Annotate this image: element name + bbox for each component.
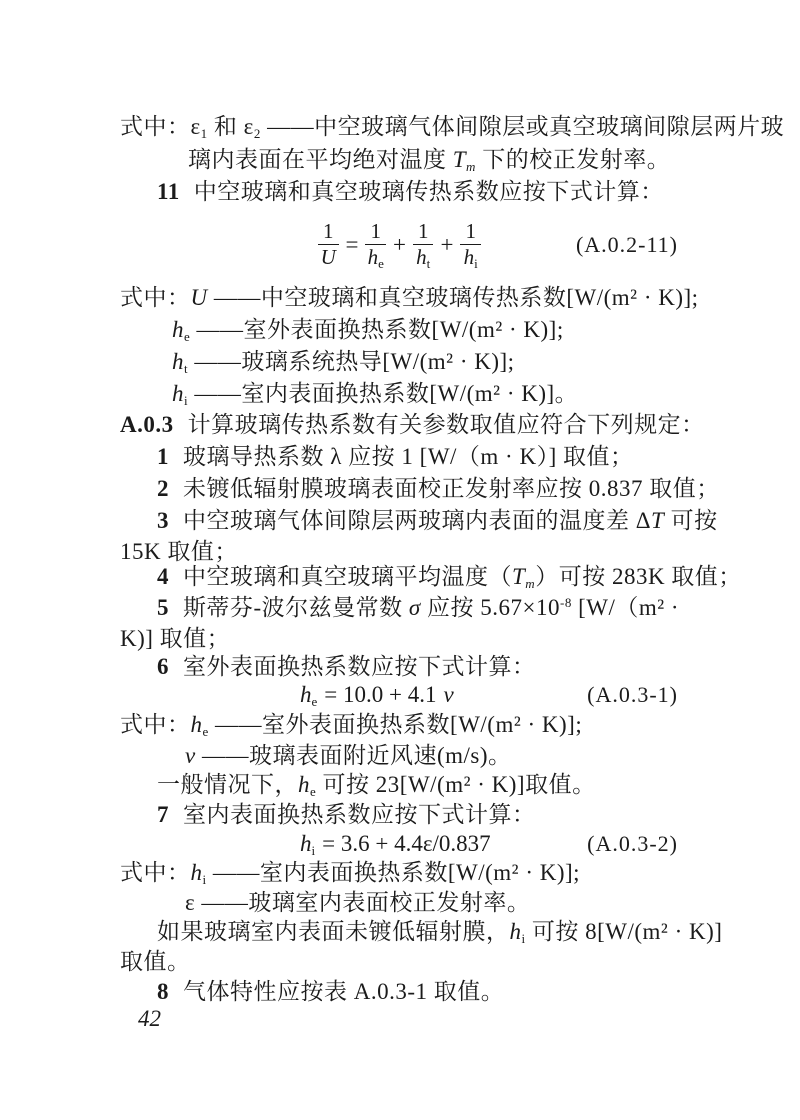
doc-item-3 <box>157 506 718 536</box>
line-text: ——玻璃系统热导[W/(m² · K)]; <box>188 349 515 374</box>
doc-item-8 <box>157 977 504 1007</box>
line-text: 斯蒂芬-波尔兹曼常数 <box>183 595 409 620</box>
doc-line-epsilon-def <box>185 888 530 918</box>
formula-number: (A.0.3-2) <box>587 831 678 856</box>
line-text: ）可按 283K 取值； <box>535 564 742 589</box>
plus-sign: + <box>440 232 454 257</box>
doc-line-U-definition <box>120 283 699 313</box>
formula-number: (A.0.2-11) <box>575 232 678 257</box>
line-text: 式中： <box>120 285 191 310</box>
plus-sign: + <box>392 232 406 257</box>
doc-line-epsilon-definition-cont <box>188 145 670 175</box>
epsilon-symbol: ε <box>185 890 196 915</box>
lambda-symbol: λ <box>330 444 342 469</box>
formula-A-0-2-11 <box>120 216 688 274</box>
hi-symbol: $h_i$ <box>300 831 316 858</box>
formula-A-0-3-2 <box>120 829 688 859</box>
fraction-1-over-U: $\frac{1}{U}$ <box>318 220 339 269</box>
line-text: 15K 取值； <box>120 539 238 564</box>
item-number: 7 <box>157 802 169 827</box>
he-symbol: $h_e$ <box>300 682 318 709</box>
doc-clause-A-0-3 <box>120 410 705 440</box>
equation-text: = 3.6 + 4.4ε/0.837 <box>322 831 491 856</box>
line-text: 可按 <box>664 508 718 533</box>
item-number: 6 <box>157 654 169 679</box>
epsilon1-symbol: $\varepsilon_1$ <box>190 114 208 141</box>
equals-sign: = <box>345 232 359 257</box>
doc-line-v-definition <box>185 741 512 771</box>
hi-symbol: $h_i$ <box>190 860 207 887</box>
item-number: 8 <box>157 979 169 1004</box>
doc-item-5 <box>157 593 679 623</box>
doc-item-11 <box>157 177 664 207</box>
line-text: 室外表面换热系数应按下式计算： <box>183 654 536 679</box>
line-text: 璃内表面在平均绝对温度 <box>188 147 453 172</box>
U-symbol: U <box>190 285 208 310</box>
line-text: 玻璃导热系数 <box>183 444 331 469</box>
line-text: 可按 8[W/(m² · K)] <box>525 919 723 944</box>
doc-line-he-definition2 <box>120 710 582 740</box>
item-number: 1 <box>157 444 169 469</box>
equation <box>318 220 481 269</box>
Tm-symbol: $T_m$ <box>452 147 476 174</box>
sigma-symbol: σ <box>408 595 421 620</box>
doc-line-hi-typical-value <box>157 917 722 947</box>
doc-line-hi-typical-value-cont <box>120 947 191 977</box>
equation <box>300 682 454 708</box>
fraction-1-over-hi: $\frac{1}{h_i}$ <box>460 220 481 269</box>
item-number: 5 <box>157 595 169 620</box>
hi-symbol: $h_i$ <box>172 381 189 408</box>
doc-item-7 <box>157 800 536 830</box>
line-text: ——玻璃室内表面校正发射率。 <box>195 890 531 915</box>
line-text: 可按 23[W/(m² · K)]取值。 <box>316 772 596 797</box>
line-text: 计算玻璃传热系数有关参数取值应符合下列规定： <box>187 412 705 437</box>
clause-number: A.0.3 <box>120 412 174 437</box>
line-text: ——玻璃表面附近风速(m/s)。 <box>195 743 512 768</box>
item-number: 2 <box>157 476 169 501</box>
doc-item-1 <box>157 442 633 472</box>
line-text: K)] 取值； <box>120 626 231 651</box>
he-symbol: $h_e$ <box>172 317 191 344</box>
line-text: 下的校正发射率。 <box>475 147 671 172</box>
doc-item-6 <box>157 652 536 682</box>
doc-line-epsilon-definition <box>120 112 784 142</box>
line-text: 取值。 <box>120 949 191 974</box>
text-column <box>120 0 785 1120</box>
doc-item-5-cont <box>120 624 230 654</box>
v-symbol: v <box>185 743 196 768</box>
equation-text: = 10.0 + 4.1 <box>324 682 437 707</box>
Tm-symbol: $T_m$ <box>512 564 536 591</box>
epsilon2-symbol: $\varepsilon_2$ <box>243 114 261 141</box>
doc-line-hi-definition2 <box>120 858 580 888</box>
fraction-1-over-ht: $\frac{1}{h_t}$ <box>413 220 434 269</box>
item-number: 11 <box>157 179 180 204</box>
doc-item-2 <box>157 474 720 504</box>
line-text: ——室内表面换热系数[W/(m² · K)]。 <box>188 381 579 406</box>
formula-A-0-3-1 <box>120 680 688 710</box>
he-symbol: $h_e$ <box>298 772 317 799</box>
line-text: ——室外表面换热系数[W/(m² · K)]; <box>208 712 583 737</box>
hi-symbol: $h_i$ <box>509 919 526 946</box>
line-text: 中空玻璃和真空玻璃传热系数应按下式计算： <box>193 179 664 204</box>
line-text: ——中空玻璃和真空玻璃传热系数[W/(m² · K)]; <box>207 285 699 310</box>
equation <box>300 831 491 857</box>
item-number: 4 <box>157 564 169 589</box>
deltaT-symbol: T <box>651 508 665 533</box>
exponent: -8 <box>560 595 572 610</box>
doc-line-he-definition <box>172 315 564 345</box>
line-text: ——室内表面换热系数[W/(m² · K)]; <box>206 860 581 885</box>
line-text: 和 <box>207 114 244 139</box>
line-text: 一般情况下， <box>157 772 298 797</box>
fraction-1-over-he: $\frac{1}{h_e}$ <box>365 220 386 269</box>
v-symbol: v <box>443 682 454 707</box>
line-text: 中空玻璃和真空玻璃平均温度（ <box>183 564 512 589</box>
page-number: 42 <box>138 1006 161 1031</box>
line-text: 式中： <box>120 860 191 885</box>
line-text: [W/（m² · <box>571 595 680 620</box>
line-text: 中空玻璃气体间隙层两玻璃内表面的温度差 Δ <box>183 508 652 533</box>
formula-number: (A.0.3-1) <box>587 682 678 707</box>
line-text: 未镀低辐射膜玻璃表面校正发射率应按 0.837 取值； <box>183 476 720 501</box>
line-text: 式中： <box>120 114 191 139</box>
line-text: 室内表面换热系数应按下式计算： <box>183 802 536 827</box>
line-text: 应按 1 [W/（m · K）] 取值； <box>341 444 634 469</box>
doc-line-he-typical-value <box>157 770 596 800</box>
line-text: 如果玻璃室内表面未镀低辐射膜， <box>157 919 510 944</box>
doc-line-ht-definition <box>172 347 515 377</box>
doc-item-4 <box>157 562 742 592</box>
line-text: 式中： <box>120 712 191 737</box>
line-text: ——室外表面换热系数[W/(m² · K)]; <box>190 317 564 342</box>
doc-line-hi-definition <box>172 379 578 409</box>
line-text: ——中空玻璃气体间隙层或真空玻璃间隙层两片玻 <box>260 114 785 139</box>
he-symbol: $h_e$ <box>190 712 209 739</box>
line-text: 应按 5.67×10 <box>420 595 560 620</box>
line-text: 气体特性应按表 A.0.3-1 取值。 <box>183 979 505 1004</box>
item-number: 3 <box>157 508 169 533</box>
ht-symbol: $h_t$ <box>172 349 189 376</box>
